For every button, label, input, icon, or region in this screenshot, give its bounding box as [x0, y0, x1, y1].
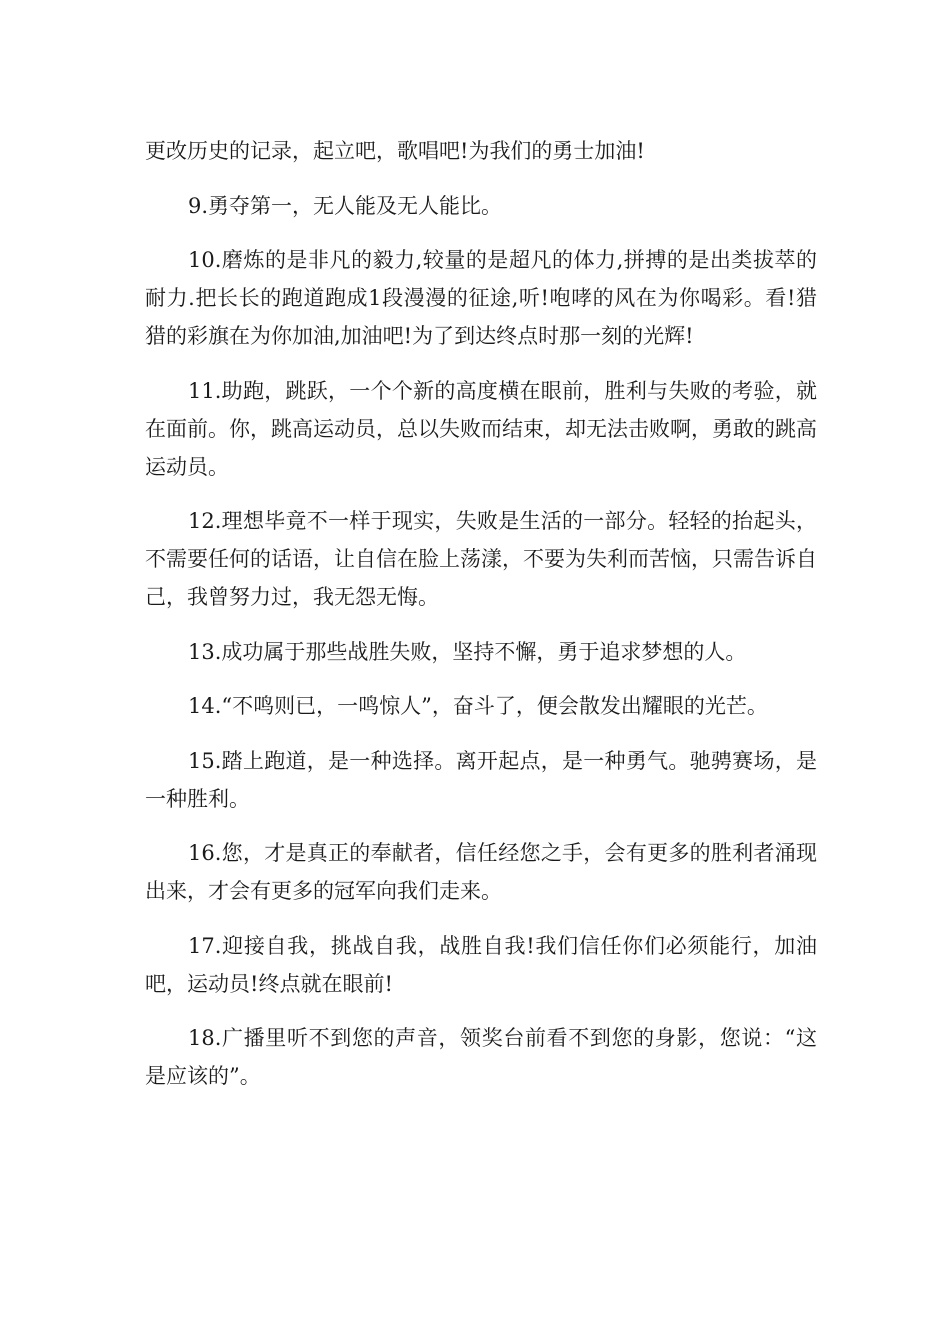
paragraph-continuation: 更改历史的记录，起立吧，歌唱吧!为我们的勇士加油!	[145, 139, 645, 163]
paragraph-item-10: 10.磨炼的是非凡的毅力,较量的是超凡的体力,拼搏的是出类拔萃的耐力.把长长的跑道跑成1段漫漫的征途,听!咆哮的风在为你喝彩。看!猎猎的彩旗在为你加油,加油吧!为了到达终点时那一刻的光辉!	[145, 248, 817, 348]
paragraph-item-12: 12.理想毕竟不一样于现实，失败是生活的一部分。轻轻的抬起头，不需要任何的话语，让自信在脸上荡漾，不要为失利而苦恼，只需告诉自己，我曾努力过，我无怨无悔。	[145, 509, 817, 609]
paragraph-item-14: 14.“不鸣则已，一鸣惊人”，奋斗了，便会散发出耀眼的光芒。	[188, 694, 768, 718]
paragraph-item-16: 16.您，才是真正的奉献者，信任经您之手，会有更多的胜利者涌现出来，才会有更多的冠军向我们走来。	[145, 841, 817, 903]
paragraph-item-18: 18.广播里听不到您的声音，领奖台前看不到您的身影，您说：“这是应该的”。	[145, 1026, 817, 1088]
paragraph-item-9: 9.勇夺第一，无人能及无人能比。	[188, 193, 503, 218]
paragraph-item-17: 17.迎接自我，挑战自我，战胜自我!我们信任你们必须能行，加油吧，运动员!终点就在眼前!	[145, 933, 817, 996]
paragraph-item-11: 11.助跑，跳跃，一个个新的高度横在眼前，胜利与失败的考验，就在面前。你，跳高运动员，总以失败而结束，却无法击败啊，勇敢的跳高运动员。	[145, 378, 817, 479]
paragraph-item-13: 13.成功属于那些战胜失败，坚持不懈，勇于追求梦想的人。	[188, 639, 747, 664]
document-body	[145, 132, 817, 1112]
paragraph-item-15: 15.踏上跑道，是一种选择。离开起点，是一种勇气。驰骋赛场，是一种胜利。	[145, 748, 817, 811]
